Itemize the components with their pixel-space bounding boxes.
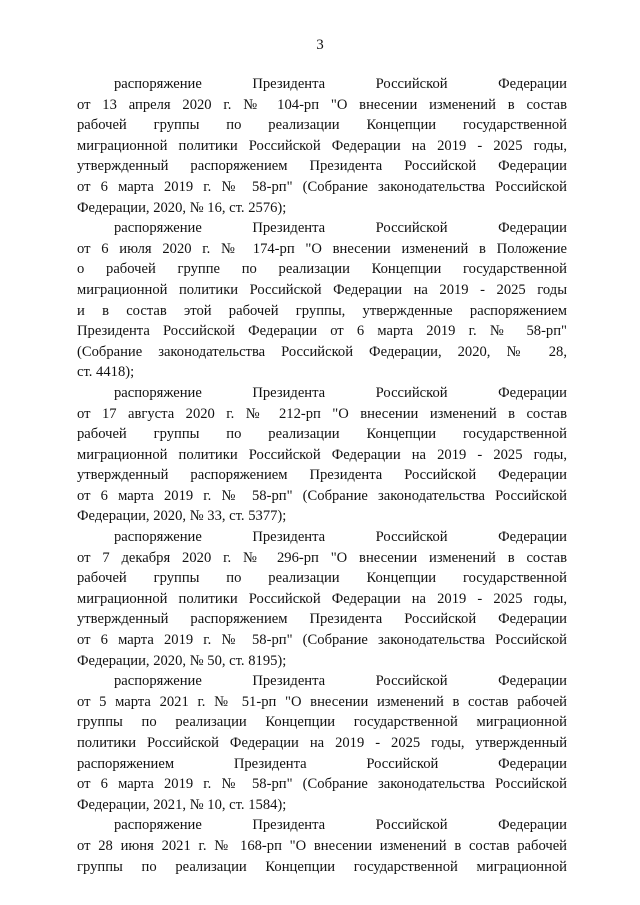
text-line: распоряжение Президента Российской Федерации [114, 529, 567, 546]
page-number: 3 [316, 37, 324, 53]
text-line: и в состав этой рабочей группы, утвержденные распоряжением [77, 302, 567, 319]
text-line: от 17 августа 2020 г. № 212-рп "О внесении изменений в состав [77, 405, 567, 422]
decree-entry [77, 815, 567, 877]
text-line: от 28 июня 2021 г. № 168-рп "О внесении изменений в состав рабочей [77, 837, 567, 854]
decree-entry [77, 74, 567, 218]
text-line: от 5 марта 2021 г. № 51-рп "О внесении изменений в состав рабочей [77, 693, 567, 710]
text-line: рабочей группы по реализации Концепции государственной [77, 570, 567, 587]
text-line: утвержденный распоряжением Президента Российской Федерации [77, 611, 567, 628]
text-line: миграционной политики Российской Федерации на 2019 - 2025 годы, [77, 137, 567, 154]
text-line: ст. 4418); [77, 364, 135, 381]
text-line: рабочей группы по реализации Концепции государственной [77, 117, 567, 134]
text-line: распоряжением Президента Российской Федерации [77, 755, 567, 772]
text-line: Федерации, 2020, № 16, ст. 2576); [77, 199, 287, 216]
text-line: группы по реализации Концепции государственной миграционной [77, 714, 567, 731]
text-line: распоряжение Президента Российской Федерации [114, 220, 567, 237]
text-line: утвержденный распоряжением Президента Российской Федерации [77, 158, 567, 175]
text-line: утвержденный распоряжением Президента Российской Федерации [77, 467, 567, 484]
text-line: от 6 марта 2019 г. № 58-рп" (Собрание законодательства Российской [77, 487, 567, 504]
decree-entry [77, 527, 567, 671]
text-line: от 13 апреля 2020 г. № 104-рп "О внесении изменений в состав [77, 96, 567, 113]
text-line: политики Российской Федерации на 2019 - 2025 годы, утвержденный [77, 735, 567, 751]
decree-entry [77, 218, 567, 383]
text-line: распоряжение Президента Российской Федерации [114, 76, 567, 92]
text-line: миграционной политики Российской Федерации на 2019 - 2025 годы, [77, 446, 567, 463]
text-line: рабочей группы по реализации Концепции государственной [77, 426, 567, 443]
decree-entry [77, 383, 567, 527]
text-line: распоряжение Президента Российской Федерации [114, 384, 567, 401]
document-body [77, 74, 567, 877]
text-line: (Собрание законодательства Российской Федерации, 2020, № 28, [77, 343, 567, 360]
text-line: о рабочей группе по реализации Концепции государственной [77, 261, 567, 278]
text-line: от 6 июля 2020 г. № 174-рп "О внесении изменений в Положение [77, 240, 567, 257]
text-line: миграционной политики Российской Федерации на 2019 - 2025 годы [77, 281, 567, 298]
text-line: Федерации, 2021, № 10, ст. 1584); [77, 796, 287, 813]
text-line: Федерации, 2020, № 50, ст. 8195); [77, 652, 287, 669]
text-line: миграционной политики Российской Федерации на 2019 - 2025 годы, [77, 590, 567, 607]
text-line: Федерации, 2020, № 33, ст. 5377); [77, 508, 287, 525]
text-line: Президента Российской Федерации от 6 марта 2019 г. № 58-рп" [77, 323, 567, 340]
text-line: группы по реализации Концепции государственной миграционной [77, 858, 567, 875]
text-line: от 6 марта 2019 г. № 58-рп" (Собрание законодательства Российской [77, 776, 567, 793]
decree-entry [77, 671, 567, 815]
text-line: распоряжение Президента Российской Федерации [114, 673, 567, 690]
text-line: распоряжение Президента Российской Федерации [114, 817, 567, 834]
text-line: от 6 марта 2019 г. № 58-рп" (Собрание законодательства Российской [77, 632, 567, 649]
text-line: от 7 декабря 2020 г. № 296-рп "О внесении изменений в состав [77, 549, 567, 566]
text-line: от 6 марта 2019 г. № 58-рп" (Собрание законодательства Российской [77, 178, 567, 195]
